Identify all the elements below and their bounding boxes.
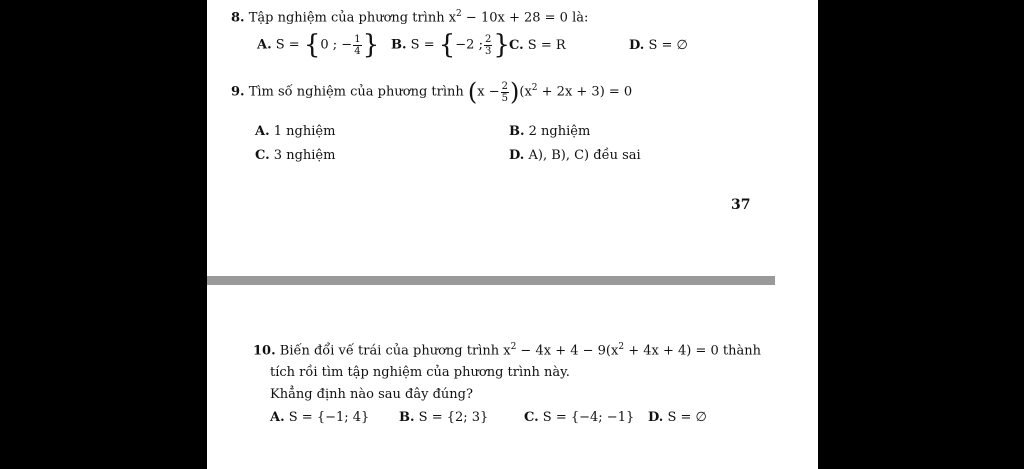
q9-b-text: 2 nghiệm	[528, 124, 591, 139]
q9-stem-text: Tìm số nghiệm của phương trình	[248, 84, 464, 100]
q8-b-num: 2	[484, 33, 492, 45]
q10-option-c	[524, 410, 634, 425]
page-separator	[207, 276, 775, 285]
q10-a-label: A.	[270, 410, 285, 425]
q8-b-fraction	[484, 34, 492, 57]
q10-stem-line1	[253, 342, 761, 358]
q8-b-label: B.	[391, 37, 407, 53]
q8-c-label: C.	[509, 38, 524, 53]
q10-line1-sup1: 2	[510, 342, 517, 352]
q8-a-num: 1	[354, 33, 361, 45]
q9-a-text: 1 nghiệm	[273, 124, 336, 139]
q8-stem-text-a: Tập nghiệm của phương trình x	[248, 10, 457, 26]
q8-stem	[231, 9, 588, 25]
q9-option-a	[255, 124, 335, 139]
q8-b-den: 3	[484, 45, 492, 57]
q8-stem-sup: 2	[456, 9, 462, 19]
q8-a-label: A.	[257, 37, 272, 53]
q9-num: 2	[501, 80, 508, 92]
q10-a-text: S = {−1; 4}	[288, 410, 370, 425]
q9-eq-rest-a: (x	[519, 84, 532, 100]
q9-d-label: D.	[509, 148, 525, 163]
q8-option-b	[391, 32, 510, 58]
q10-stem-line2: tích rồi tìm tập nghiệm của phương trình này.	[270, 365, 570, 380]
q10-option-b	[399, 410, 488, 425]
q9-a-label: A.	[255, 124, 270, 139]
q8-option-d	[629, 38, 688, 53]
q9-den: 5	[501, 92, 508, 104]
q9-option-d	[509, 148, 641, 163]
q9-option-c	[255, 148, 335, 163]
q8-d-text: S = ∅	[648, 38, 688, 53]
q8-a-pre: S =	[275, 37, 300, 53]
q9-fraction	[501, 81, 509, 104]
q8-option-c	[509, 38, 566, 53]
q9-eq-rest-b: + 2x + 3) = 0	[537, 84, 633, 100]
q9-b-label: B.	[509, 124, 525, 139]
q8-number: 8.	[231, 10, 245, 26]
q8-b-inner: −2 ;	[455, 37, 483, 53]
right-paren: )	[510, 78, 520, 106]
q8-c-text: S = R	[527, 38, 566, 53]
q10-b-text: S = {2; 3}	[418, 410, 489, 425]
q10-line1-b: − 4x + 4 − 9(x	[516, 343, 619, 359]
q10-c-label: C.	[524, 410, 539, 425]
q10-number: 10.	[253, 343, 276, 359]
q9-c-text: 3 nghiệm	[273, 148, 336, 163]
left-brace: {	[303, 30, 321, 60]
q9-d-text: A), B), C) đều sai	[528, 148, 641, 163]
q10-stem-line3: Khẳng định nào sau đây đúng?	[270, 387, 473, 402]
q8-d-label: D.	[629, 38, 645, 53]
page-number: 37	[731, 197, 751, 213]
q9-eq-x: x −	[477, 84, 500, 100]
q10-line1-a: Biến đổi vế trái của phương trình x	[279, 343, 511, 359]
q8-stem-text-b: − 10x + 28 = 0 là:	[461, 10, 589, 26]
q10-b-label: B.	[399, 410, 415, 425]
q9-stem	[231, 80, 632, 104]
q8-option-a	[257, 32, 379, 58]
q8-a-den: 4	[354, 45, 361, 57]
left-paren: (	[467, 78, 478, 106]
q10-c-text: S = {−4; −1}	[542, 410, 635, 425]
right-brace: }	[362, 30, 380, 60]
q9-number: 9.	[231, 84, 245, 100]
q8-b-pre: S =	[410, 37, 435, 53]
q9-c-label: C.	[255, 148, 270, 163]
q10-d-text: S = ∅	[667, 410, 707, 425]
left-brace: {	[438, 30, 456, 60]
q10-option-d	[648, 410, 707, 425]
q10-option-a	[270, 410, 369, 425]
q10-line1-sup2: 2	[618, 342, 625, 352]
q8-a-inner: 0 ; −	[320, 37, 353, 53]
right-brace: }	[493, 30, 510, 60]
q10-line1-c: + 4x + 4) = 0 thành	[624, 343, 761, 359]
q9-option-b	[509, 124, 590, 139]
q10-d-label: D.	[648, 410, 664, 425]
q9-eq-sup: 2	[531, 83, 538, 94]
q8-a-fraction	[353, 34, 361, 57]
